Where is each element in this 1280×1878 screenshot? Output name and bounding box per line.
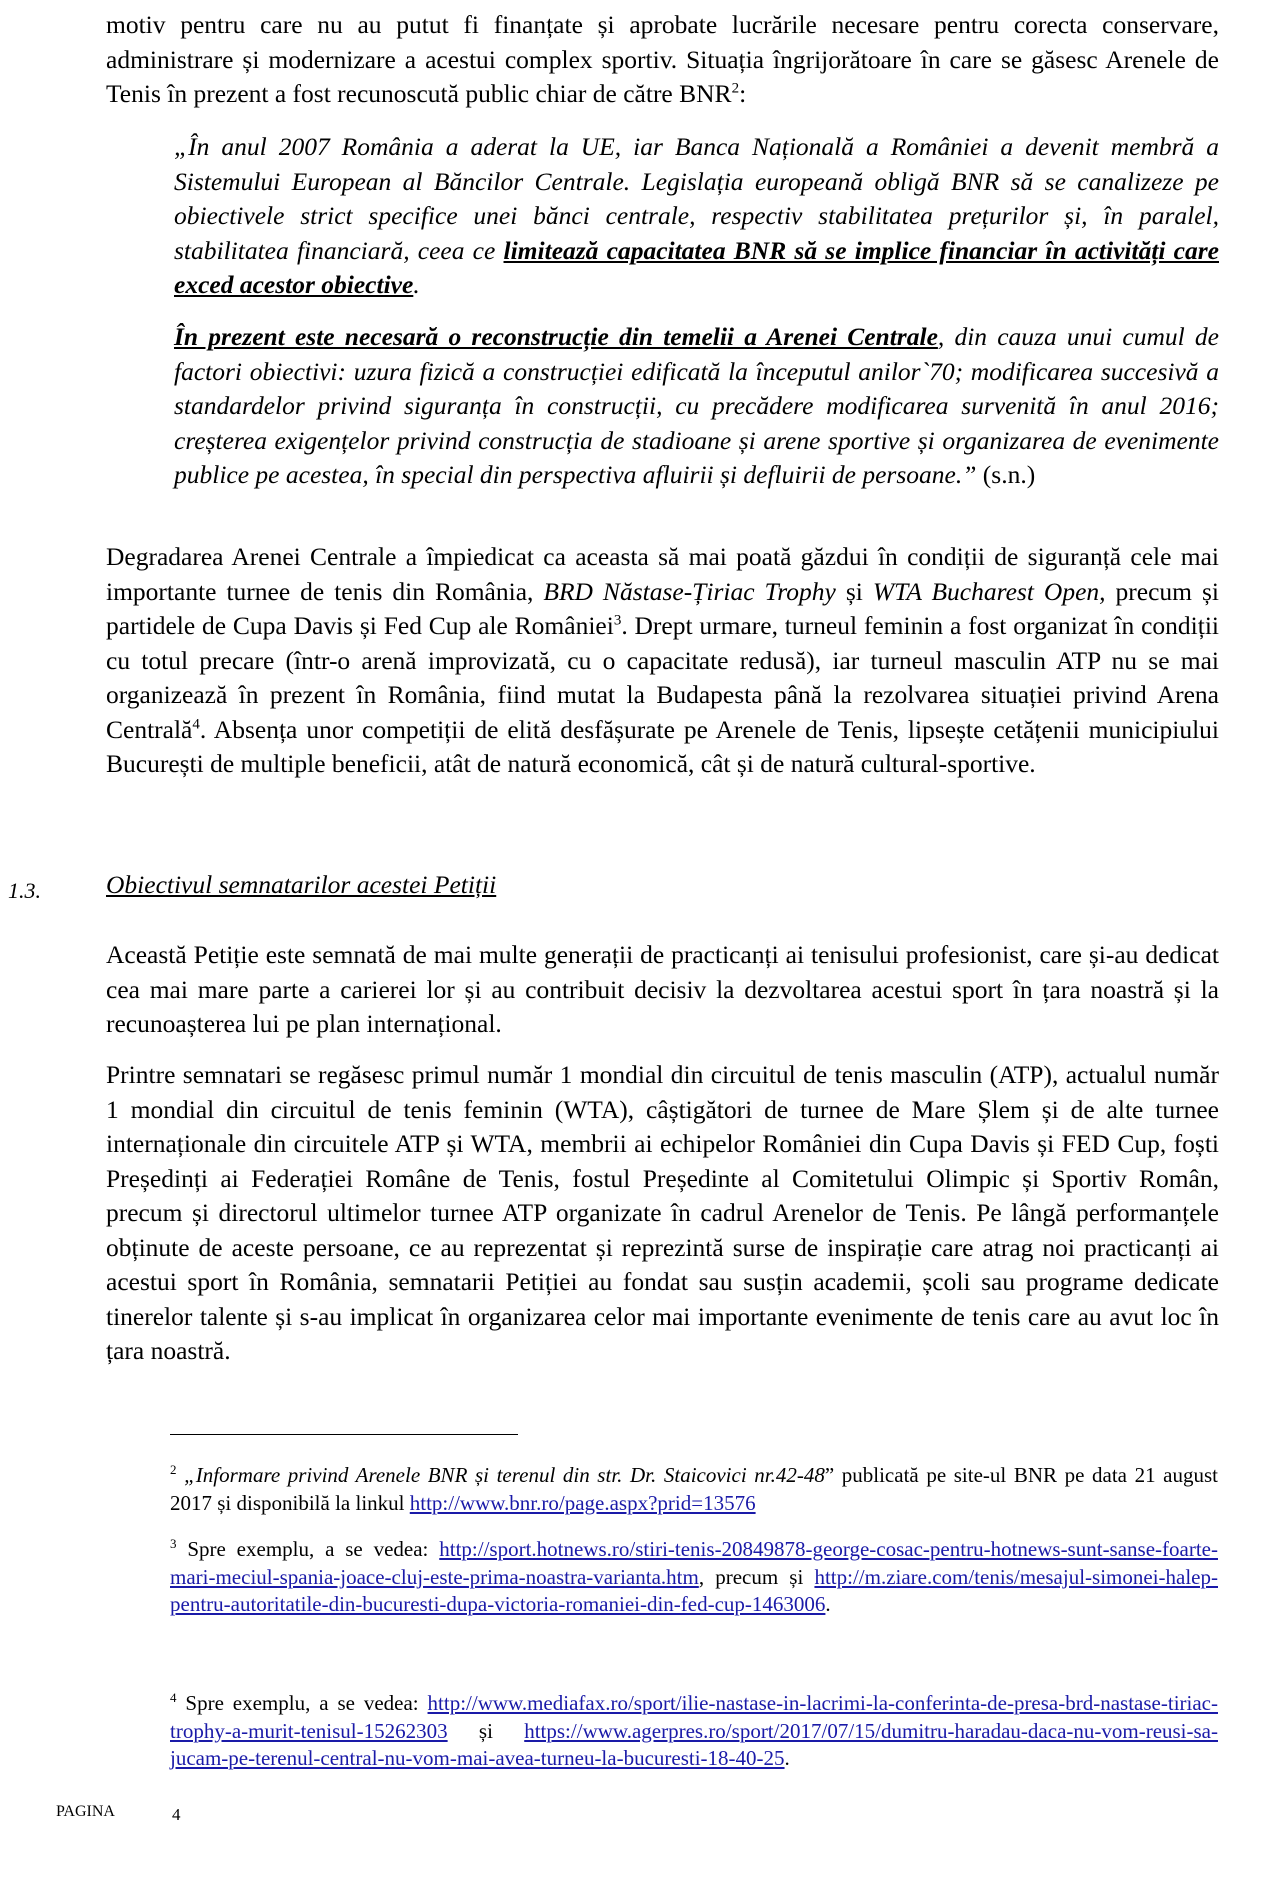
footnote-link[interactable]: http://m.ziare.com/tenis/mesajul-simonei-halep-pentru-autoritatile-din-bucuresti-dupa-victoria-romaniei-din-fed-cup-1463006	[170, 1564, 1218, 1616]
paragraph-text: precum și partidele de Cupa Davis și Fed Cup ale României	[106, 576, 1219, 640]
footnote-separator	[170, 1434, 518, 1435]
footnote-title: „Informare privind Arenele BNR și terenul din str. Dr. Staicovici nr.42-48	[184, 1463, 825, 1487]
paragraph-petitie: Această Petiție este semnată de mai multe generații de practicanți ai tenisului profesionist, care și-au dedicat cea mai mare parte a carierei lor și au contribuit decisiv la dezvoltarea acestui sport în țara noastră și la recunoașterea lui pe plan internațional.	[106, 940, 1219, 1038]
quote-bnr-2	[174, 320, 1219, 493]
footnote-text: Spre exemplu, a se vedea:	[176, 1691, 428, 1715]
footnote-text: ” publicată pe site-ul BNR pe data 21 august 2017 și disponibilă la linkul	[170, 1463, 1218, 1515]
footnote-number: 3	[170, 1536, 177, 1551]
footnote-link[interactable]: http://www.bnr.ro/page.aspx?prid=13576	[409, 1490, 756, 1515]
quote-text: .	[413, 270, 420, 299]
paragraph-text: . Drept urmare, turneul feminin a fost organizat în condiții cu totul precare (într-o arenă improvizată, cu o capacitate redusă), iar turneul masculin ATP nu se mai organizează în prezent în România, fiind mutat la Budapesta până la rezolvarea situației privind Arena Centrală	[106, 611, 1219, 744]
footnote-text: .	[784, 1746, 790, 1770]
quote-emphasis: limitează capacitatea BNR să se implice financiar în activități care exced acestor obiective	[174, 235, 1219, 299]
footnote-ref-4: 4	[192, 716, 200, 732]
quote-bnr-1	[174, 130, 1219, 303]
page-number: 4	[172, 1805, 181, 1824]
footnote-link[interactable]: http://sport.hotnews.ro/stiri-tenis-20849878-george-cosac-pentru-hotnews-sunt-sanse-foarte-mari-meciul-spania-joace-cluj-este-prima-noastra-varianta.htm	[170, 1537, 1218, 1589]
quote-text: , din cauza unui cumul de factori obiectivi: uzura fizică a construcției edificată la începutul anilor`70; modificarea succesivă a standardelor privind siguranța în construcții, cu precădere modificarea survenită în anul 2016; creșterea exigențelor privind construcția de stadioane și arene sportive și organizarea de evenimente publice pe acestea, în special din perspectiva afluirii și defluirii de persoane.”	[174, 322, 1219, 489]
footnote-2	[170, 1462, 1218, 1517]
paragraph-text: motiv pentru care nu au putut fi finanțate și aprobate lucrările necesare pentru corecta conservare, administrare și modernizare a acestui complex sportiv. Situația îngrijorătoare în care se găsesc Arenele de Tenis în prezent a fost recunoscută public chiar de către BNR	[106, 10, 1219, 108]
footnote-4	[170, 1690, 1218, 1773]
tournament-name: WTA Bucharest Open,	[872, 576, 1106, 606]
quote-text: „În anul 2007 România a aderat la UE, iar Banca Națională a României a devenit membră a Sistemului European al Băncilor Centrale. Legislația europeană obligă BNR să se canalizeze pe obiectivele strict specifice unei bănci centrale, respectiv stabilitatea prețurilor și, în paralel, stabilitatea financiară, ceea ce	[174, 132, 1219, 265]
footnote-link[interactable]: http://www.mediafax.ro/sport/ilie-nastase-in-lacrimi-la-conferinta-de-presa-brd-nastase-tiriac-trophy-a-murit-tenisul-15262303	[170, 1691, 1218, 1743]
footnote-ref-3: 3	[613, 612, 622, 629]
quote-emphasis: În prezent este necesară o reconstrucție din temelii a Arenei Centrale	[174, 322, 938, 351]
paragraph-semnatari: Printre semnatari se regăsesc primul număr 1 mondial din circuitul de tenis masculin (ATP), actualul număr 1 mondial din circuitul de tenis feminin (WTA), câștigători de turnee de Mare Șlem și de alte turnee internaționale din circuitele ATP și WTA, membrii ai echipelor României din Cupa Davis și FED Cup, foști Președinți ai Federației Române de Tenis, fostul Președinte al Comitetului Olimpic și Sportiv Român, precum și directorul ultimelor turnee ATP organizate în cadrul Arenelor de Tenis. Pe lângă performanțele obținute de aceste persoane, ce au reprezentat și reprezintă surse de inspirație care atrag noi practicanți ai acestui sport în România, semnatarii Petiției au fondat sau susțin academii, școli sau programe dedicate tinerelor talente și s-au implicat în organizarea celor mai importante evenimente de tenis care au avut loc în țara noastră.	[106, 1060, 1219, 1365]
section-number: 1.3.	[8, 878, 41, 903]
paragraph-text: și	[835, 576, 873, 606]
section-title: Obiectivul semnatarilor acestei Petiții	[106, 870, 497, 899]
footer-label: PAGINA	[56, 1803, 115, 1820]
footnote-link[interactable]: https://www.agerpres.ro/sport/2017/07/15/dumitru-haradau-daca-nu-vom-reusi-sa-jucam-pe-terenul-central-nu-vom-mai-avea-turneu-la-bucuresti-18-40-25	[170, 1718, 1218, 1770]
footnote-number: 2	[170, 1462, 177, 1477]
footnote-text: Spre exemplu, a se vedea:	[176, 1537, 440, 1561]
quote-source-note: (s.n.)	[976, 460, 1036, 489]
paragraph-text: :	[739, 79, 747, 108]
footnote-text: și	[447, 1718, 525, 1743]
footnote-ref-2: 2	[731, 80, 740, 97]
paragraph-text: Degradarea Arenei Centrale a împiedicat ca aceasta să mai poată găzdui în condiții de siguranță cele mai importante turnee de tenis din România,	[106, 542, 1219, 606]
footnote-3	[170, 1536, 1218, 1619]
paragraph-degradare	[106, 540, 1219, 782]
footnote-text: .	[825, 1592, 831, 1616]
paragraph-text: . Absența unor competiții de elită desfășurate pe Arenele de Tenis, lipsește cetățenii municipiului București de multiple beneficii, atât de natură economică, cât și de natură cultural-sportive.	[106, 714, 1219, 778]
paragraph-intro	[106, 8, 1219, 112]
tournament-name: BRD Năstase-Țiriac Trophy	[543, 576, 836, 606]
footnote-text: , precum și	[698, 1564, 815, 1589]
footnote-number: 4	[170, 1690, 177, 1705]
